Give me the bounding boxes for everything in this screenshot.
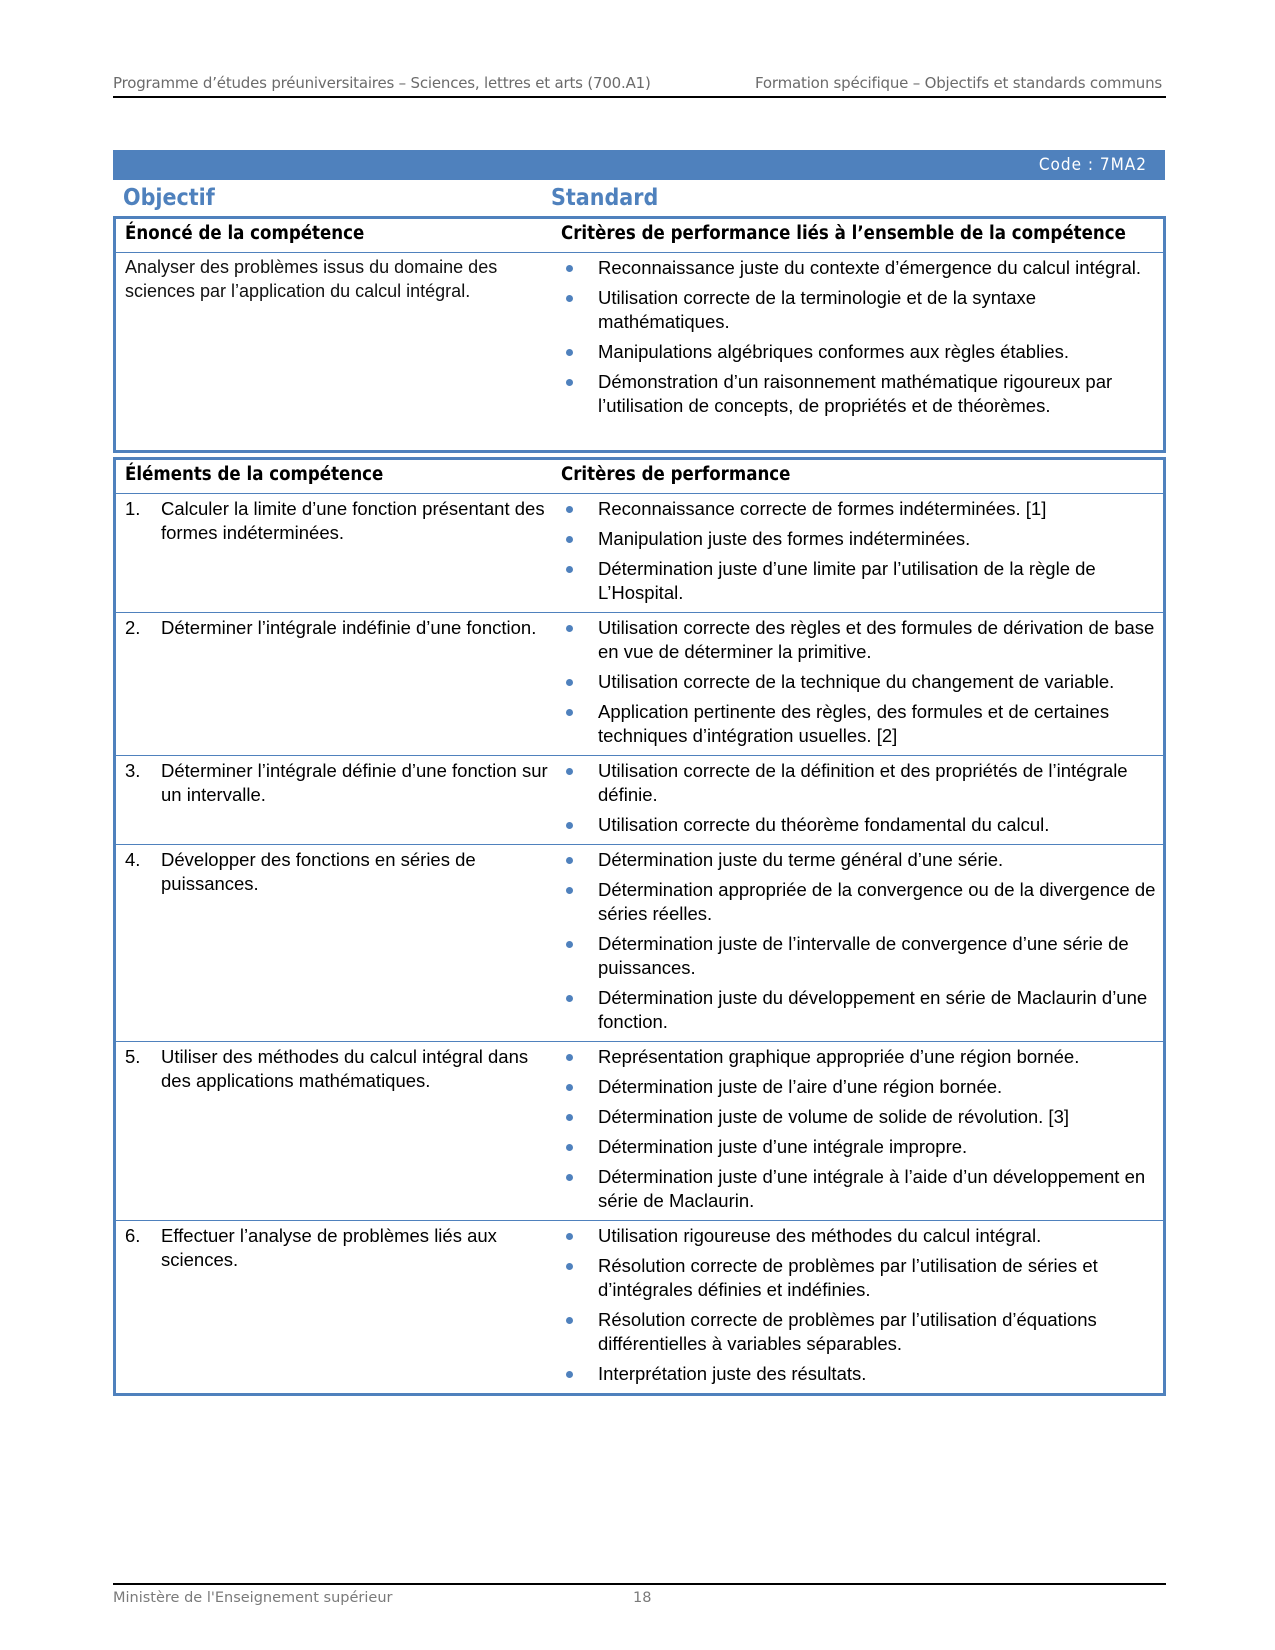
element-item: 1. Calculer la limite d’une fonction présentant des formes indéterminées.	[125, 498, 545, 543]
element-item: 6. Effectuer l’analyse de problèmes liés aux sciences.	[125, 1225, 497, 1270]
list-item: Détermination juste d’une limite par l’utilisation de la règle de L’Hospital.	[561, 557, 1157, 605]
table-row	[115, 756, 1165, 845]
bullet-icon	[566, 1114, 573, 1121]
bullet-icon	[566, 768, 573, 775]
bullet-icon	[566, 349, 573, 356]
bullet-icon	[566, 1084, 573, 1091]
list-item: Détermination juste d’une intégrale à l’aide d’un développement en série de Maclaurin.	[561, 1165, 1157, 1213]
competence-table	[113, 216, 1166, 453]
list-item: Manipulation juste des formes indéterminées.	[561, 527, 1157, 551]
competence-row	[115, 253, 1165, 452]
bullet-icon	[566, 1317, 573, 1324]
bullet-icon	[566, 1233, 573, 1240]
element-item: 2. Déterminer l’intégrale indéfinie d’une fonction.	[125, 617, 537, 638]
enonce-text: Analyser des problèmes issus du domaine des sciences par l’application du calcul intégral.	[125, 257, 498, 301]
bullet-icon	[566, 566, 573, 573]
table-row	[115, 1042, 1165, 1221]
element-item: 4. Développer des fonctions en séries de puissances.	[125, 849, 476, 894]
course-code: Code : 7MA2	[1038, 155, 1147, 175]
list-item: Utilisation correcte des règles et des formules de dérivation de base en vue de déterminer la primitive.	[561, 616, 1157, 664]
bullet-icon	[566, 709, 573, 716]
page-header	[113, 72, 1166, 98]
elements-header: Éléments de la compétence	[115, 459, 551, 494]
bullet-icon	[566, 995, 573, 1002]
list-item: Détermination juste du terme général d’une série.	[561, 848, 1157, 872]
bullet-icon	[566, 506, 573, 513]
code-bar	[113, 150, 1165, 180]
bullet-icon	[566, 295, 573, 302]
list-item: Manipulations algébriques conformes aux règles établies.	[561, 340, 1157, 364]
header-program-title: Programme d’études préuniversitaires – Sciences, lettres et arts (700.A1)	[113, 74, 651, 92]
header-section-title: Formation spécifique – Objectifs et standards communs	[755, 74, 1162, 92]
overall-criteria-list	[561, 253, 1157, 425]
criteria-overall-header: Critères de performance liés à l’ensemble de la compétence	[550, 218, 1165, 253]
list-item: Utilisation rigoureuse des méthodes du calcul intégral.	[561, 1224, 1157, 1248]
bullet-icon	[566, 887, 573, 894]
list-item: Utilisation correcte de la définition et des propriétés de l’intégrale définie.	[561, 759, 1157, 807]
elements-header-row	[115, 459, 1165, 494]
bullet-icon	[566, 1174, 573, 1181]
bullet-icon	[566, 1263, 573, 1270]
bullet-icon	[566, 822, 573, 829]
element-item: 3. Déterminer l’intégrale définie d’une fonction sur un intervalle.	[125, 760, 548, 805]
list-item: Détermination juste de l’aire d’une région bornée.	[561, 1075, 1157, 1099]
list-item: Utilisation correcte de la terminologie et de la syntaxe mathématiques.	[561, 286, 1157, 334]
table-row	[115, 494, 1165, 613]
bullet-icon	[566, 625, 573, 632]
enonce-header: Énoncé de la compétence	[115, 218, 551, 253]
footer-ministry: Ministère de l'Enseignement supérieur	[113, 1590, 393, 1606]
list-item: Détermination appropriée de la convergence ou de la divergence de séries réelles.	[561, 878, 1157, 926]
list-item: Démonstration d’un raisonnement mathématique rigoureux par l’utilisation de concepts, de propriétés et de théorèmes.	[561, 370, 1157, 418]
bullet-icon	[566, 1054, 573, 1061]
bullet-icon	[566, 265, 573, 272]
list-item: Détermination juste d’une intégrale impropre.	[561, 1135, 1157, 1159]
bullet-icon	[566, 679, 573, 686]
page-footer	[113, 1583, 1166, 1606]
list-item: Représentation graphique appropriée d’une région bornée.	[561, 1045, 1157, 1069]
elements-table	[113, 457, 1166, 1396]
criteria-header: Critères de performance	[550, 459, 1165, 494]
list-item: Détermination juste de l’intervalle de convergence d’une série de puissances.	[561, 932, 1157, 980]
list-item: Résolution correcte de problèmes par l’utilisation de séries et d’intégrales définies et indéfinies.	[561, 1254, 1157, 1302]
objectif-title: Objectif	[123, 185, 215, 211]
list-item: Utilisation correcte de la technique du changement de variable.	[561, 670, 1157, 694]
bullet-icon	[566, 536, 573, 543]
bullet-icon	[566, 857, 573, 864]
list-item: Utilisation correcte du théorème fondamental du calcul.	[561, 813, 1157, 837]
table-row	[115, 613, 1165, 756]
table-row	[115, 845, 1165, 1042]
list-item: Détermination juste de volume de solide de révolution. [3]	[561, 1105, 1157, 1129]
list-item: Détermination juste du développement en série de Maclaurin d’une fonction.	[561, 986, 1157, 1034]
list-item: Résolution correcte de problèmes par l’utilisation d’équations différentielles à variables séparables.	[561, 1308, 1157, 1356]
standard-title: Standard	[551, 185, 659, 211]
bullet-icon	[566, 1371, 573, 1378]
page-number: 18	[633, 1590, 652, 1606]
list-item: Application pertinente des règles, des formules et de certaines techniques d’intégration usuelles. [2]	[561, 700, 1157, 748]
bullet-icon	[566, 379, 573, 386]
list-item: Reconnaissance juste du contexte d’émergence du calcul intégral.	[561, 256, 1157, 280]
competence-header-row	[115, 218, 1165, 253]
section-titles	[113, 183, 1165, 215]
list-item: Reconnaissance correcte de formes indéterminées. [1]	[561, 497, 1157, 521]
element-item: 5. Utiliser des méthodes du calcul intégral dans des applications mathématiques.	[125, 1046, 529, 1091]
bullet-icon	[566, 941, 573, 948]
bullet-icon	[566, 1144, 573, 1151]
list-item: Interprétation juste des résultats.	[561, 1362, 1157, 1386]
table-row	[115, 1221, 1165, 1395]
